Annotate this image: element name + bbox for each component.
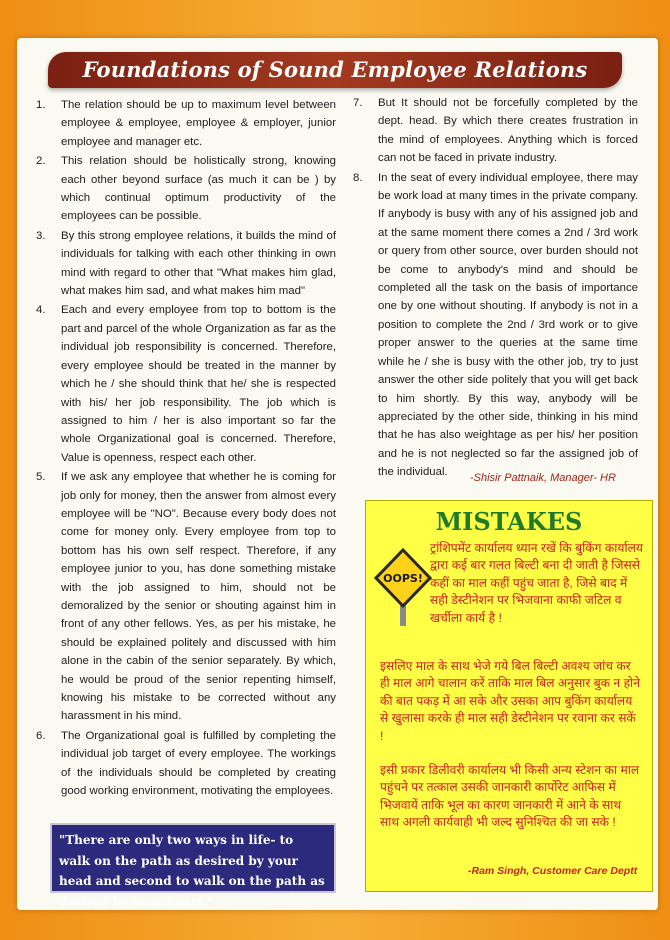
item-text: In the seat of every individual employee, there may be work load at many times in the private company. If anybody is busy with any of his assigned job and at the same moment there comes a 2nd / 3rd work or query from other source, over burden should not be come to anybody's mind and should be completed all the task on the basis of importance one by one without shouting. If anybody is not in a position to complete the 2nd / 3rd work or to give proper answer to the queries at the same time while he / she is busy with the other job, try to just answer the other side politely that you will get back to him shortly. By this way, anybody will be appreciated by the other side, thinking in his mind that he has also weightage as per his/ her position and he is not neglected so far the assigned job of the individual. [378,171,638,479]
item-text: The Organizational goal is fulfilled by completing the individual job target of every employee. The workings of the individuals should be completed by creating good working environment, motivating the employees. [61,729,336,798]
item-number: 2. [36,155,46,168]
item-number: 7. [353,97,363,109]
oops-sign-icon [374,548,432,626]
item-text: Each and every employee from top to bottom is the part and parcel of the whole Organization as far as the individual job responsibility is concerned. Therefore, every employee should be treated in the manner by which he / she should think that he/ she is respected with his/ her job responsibility. The job which is assigned to him / her is also important so far the whole Organizational goal is concerned. Therefore, Value is openness, respect each other. [61,304,336,464]
customer-care-signature: -Ram Singh, Customer Care Deptt [468,865,638,877]
right-column [353,94,638,483]
item-number: 4. [36,304,46,317]
hr-signature: -Shisir Pattnaik, Manager- HR [470,472,616,484]
item-text: By this strong employee relations, it builds the mind of individuals for talking with each other thinking in own mind with regard to other that "What makes him glad, what makes him sad, and what makes him mad" [61,229,336,298]
list-item [36,227,336,301]
mistakes-paragraph-3: इसी प्रकार डिलीवरी कार्यालय भी किसी अन्य स्टेशन का माल पहुंचने पर तत्काल उसकी जानकारी कार्पोरेट आफिस में भिजवायें ताकि भूल का कारण जानकारी में आने के साथ साथ अगली कार्यवाही भी जल्द सुनिश्चित की जा सके ! [380,763,640,830]
list-item [36,468,336,726]
oops-sign-text: OOPS! [383,572,423,585]
item-number: 8. [353,171,363,184]
list-item [353,94,638,168]
item-text: But It should not be forcefully completed by the dept. head. By which there creates frustration in the mind of employees. Anything which is forced can not be faced in private industry. [378,97,638,165]
item-number: 1. [36,99,46,111]
list-item [36,727,336,801]
mistakes-paragraph-2: इसलिए माल के साथ भेजे गये बिल बिल्टी अवश्य जांच कर ही माल आगे चालान करें ताकि माल बिल अनुसार बुक न होने की बात पकड़ में आ सके और उसका आप बुकिंग कार्यालय से खुलासा करके ही माल सही डेस्टीनेशन पर रवाना कर सकें ! [380,659,640,743]
item-number: 5. [36,471,46,484]
item-text: This relation should be holistically strong, knowing each other beyond surface (as much it can be ) by which continual optimum productivity of the employees can be possible. [61,155,336,223]
mistakes-paragraph-1: ट्रांशिपमेंट कार्यालय ध्यान रखें कि बुकिंग कार्यालय द्वारा कई बार गलत बिल्टी बना दी जाती है जिससे कहीं का माल कहीं पहुंच जाता है, जिसे बाद में सही डेस्टीनेशन पर भिजवाना काफी जटिल व खर्चीला कार्य है ! [430,541,643,625]
list-item [36,96,336,151]
list-item [36,301,336,467]
title-banner [48,52,622,88]
item-text: If we ask any employee that whether he is coming for job only for money, then the answer from almost every employee will be "NO". Because every body does not come for money only. Every employee from top to bottom has his own self respect. Therefore, if any employee junior to you, has done something mistake with the job assigned to him, should not be demoralized by the senior or shouting against him in front of any other fellows. Yes, as per his mistake, he should be explained politely and discussed with him alone in the cabin of the senior separately. By which, he would be proud of the senior repenting himself, knowing his mistake to be corrected without any harassment in his mind. [61,471,336,723]
item-number: 3. [36,229,46,242]
page-title: Foundations of Sound Employee Relations [82,57,588,82]
item-number: 6. [36,729,46,742]
mistakes-heading: MISTAKES [435,507,583,536]
left-column [36,96,336,801]
list-item [353,169,638,482]
list-item [36,152,336,226]
item-text: The relation should be up to maximum level between employee & employee, employee & employer, junior employee and manager etc. [61,99,336,148]
quote-box: "There are only two ways in life- to walk on the path as desired by your head and second to walk on the path as desired by your heart." [50,823,336,893]
